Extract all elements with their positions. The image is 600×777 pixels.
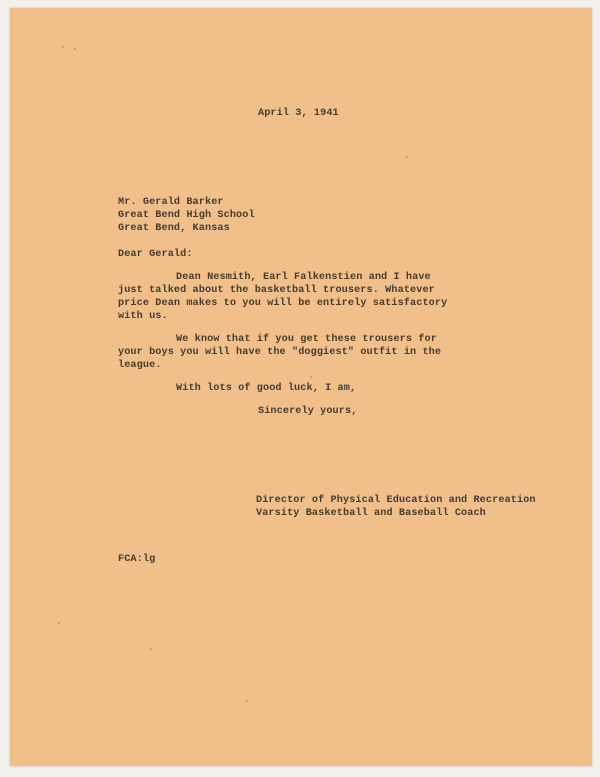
recipient-name: Mr. Gerald Barker xyxy=(118,197,224,208)
closing: Sincerely yours, xyxy=(258,406,358,417)
signature-title: Director of Physical Education and Recreation xyxy=(256,495,536,506)
paragraph-2-line: league. xyxy=(118,360,162,371)
paper-speck xyxy=(246,700,248,702)
letter-page xyxy=(10,8,592,766)
paper-speck xyxy=(406,156,408,158)
reference-initials: FCA:lg xyxy=(118,554,156,565)
paragraph-3: With lots of good luck, I am, xyxy=(176,383,357,394)
paper-speck xyxy=(150,648,152,650)
letter-date: April 3, 1941 xyxy=(258,108,339,119)
paragraph-2-line: We know that if you get these trousers for xyxy=(176,334,437,345)
recipient-school: Great Bend High School xyxy=(118,210,255,221)
paragraph-2-line: your boys you will have the "doggiest" outfit in the xyxy=(118,347,442,358)
paragraph-1-line: just talked about the basketball trousers. Whatever xyxy=(118,285,435,296)
paper-speck xyxy=(58,622,60,624)
paper-speck xyxy=(310,376,312,378)
paragraph-1-line: price Dean makes to you will be entirely satisfactory xyxy=(118,298,448,309)
salutation: Dear Gerald: xyxy=(118,249,193,260)
paragraph-1-line: Dean Nesmith, Earl Falkenstien and I have xyxy=(176,272,431,283)
recipient-city: Great Bend, Kansas xyxy=(118,223,230,234)
paper-speck xyxy=(74,48,76,50)
paper-speck xyxy=(62,46,64,48)
paragraph-1-line: with us. xyxy=(118,311,168,322)
signature-title: Varsity Basketball and Baseball Coach xyxy=(256,508,486,519)
